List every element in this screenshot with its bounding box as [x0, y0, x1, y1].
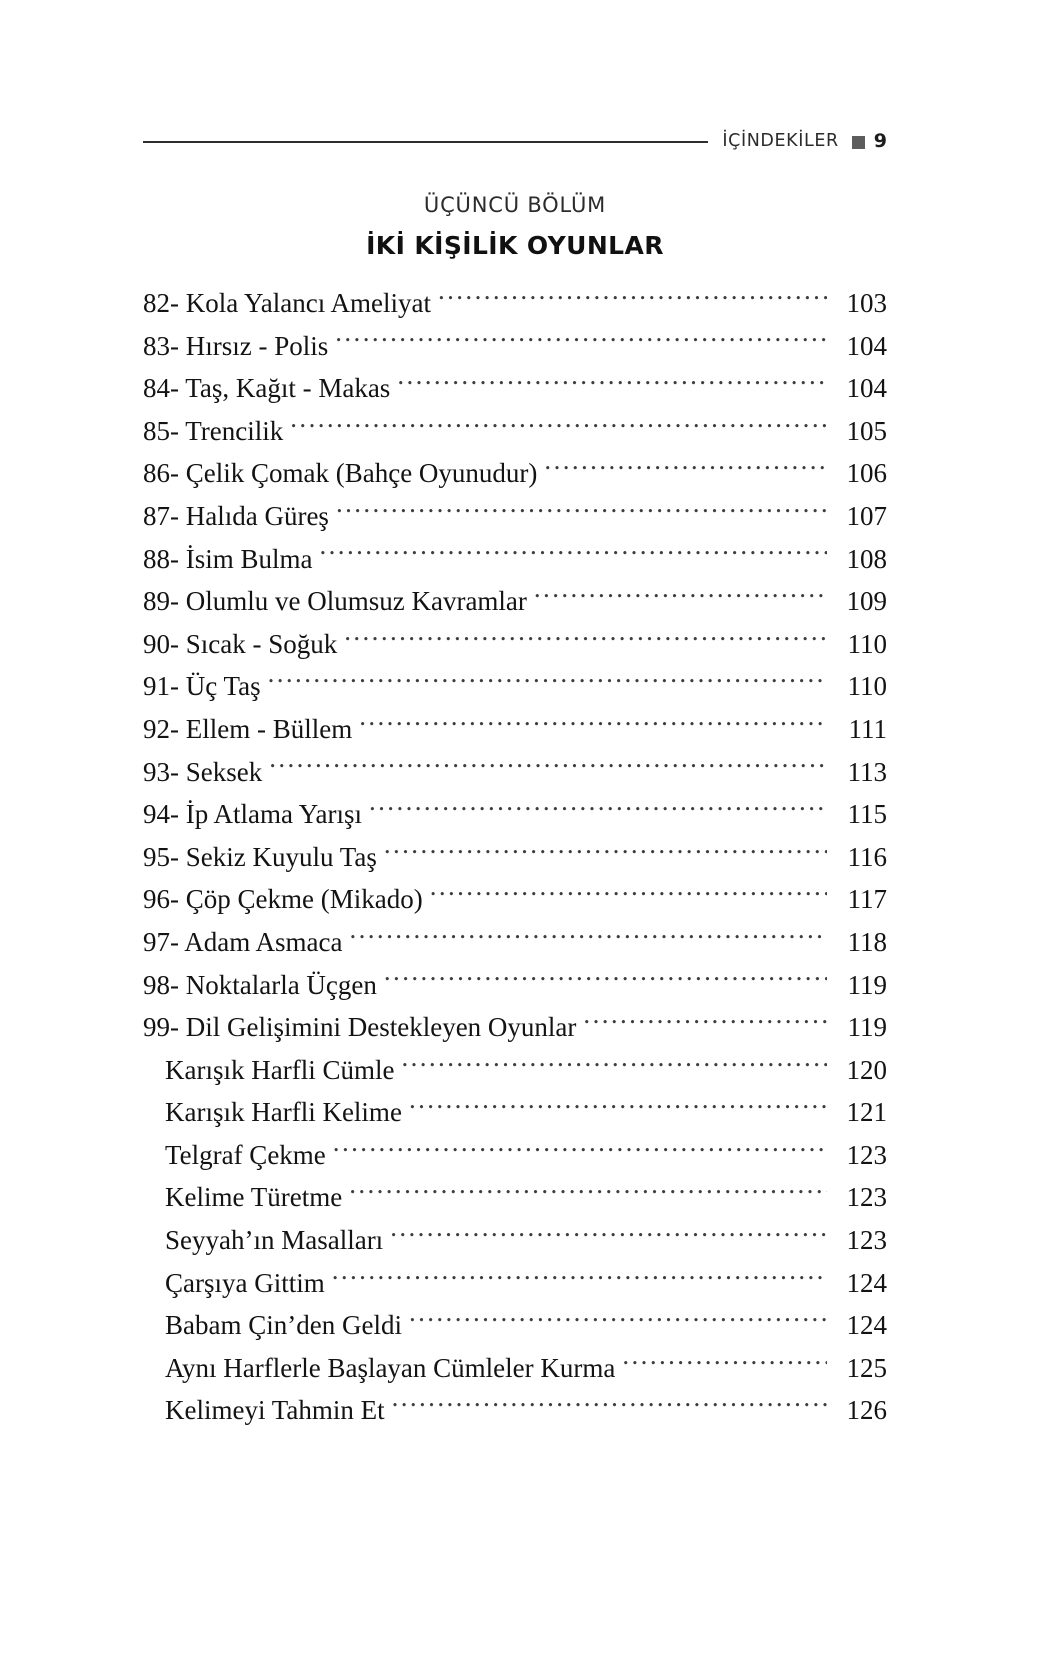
- toc-dot-leader: [401, 1052, 827, 1079]
- toc-entry-page: 124: [846, 1267, 887, 1298]
- toc-entry[interactable]: [143, 538, 887, 581]
- toc-entry[interactable]: [143, 1006, 887, 1049]
- toc-entry-label: Karışık Harfli Kelime: [165, 1097, 402, 1128]
- toc-entry[interactable]: [143, 1219, 887, 1262]
- toc-entry-label: 87- Halıda Güreş: [143, 500, 329, 531]
- toc-entry-label: Kelimeyi Tahmin Et: [165, 1395, 385, 1426]
- toc-entry-page: 124: [846, 1310, 887, 1341]
- toc-dot-leader: [583, 1009, 827, 1036]
- page-number: 9: [873, 130, 887, 152]
- toc-entry-page: 104: [846, 373, 887, 404]
- toc-dot-leader: [332, 1265, 827, 1292]
- toc-entry-label: 96- Çöp Çekme (Mikado): [143, 884, 423, 915]
- toc-dot-leader: [534, 583, 827, 610]
- toc-entry-label: Babam Çin’den Geldi: [165, 1310, 402, 1341]
- toc-entry[interactable]: [143, 1049, 887, 1092]
- toc-dot-leader: [438, 285, 827, 312]
- toc-entry-page: 103: [846, 288, 887, 318]
- toc-entry[interactable]: [143, 708, 887, 751]
- toc-entry-page: 125: [846, 1352, 887, 1383]
- toc-entry-page: 108: [846, 543, 887, 574]
- toc-dot-leader: [409, 1307, 827, 1334]
- toc-entry-page: 120: [846, 1054, 887, 1085]
- chapter-title: İKİ KİŞİLİK OYUNLAR: [366, 231, 664, 261]
- toc-entry-label: 90- Sıcak - Soğuk: [143, 628, 338, 659]
- toc-dot-leader: [392, 1392, 827, 1419]
- toc-entry-label: Seyyah’ın Masalları: [165, 1225, 384, 1256]
- toc-entry-page: 111: [848, 713, 887, 744]
- toc-entry[interactable]: [143, 1262, 887, 1305]
- toc-dot-leader: [269, 754, 827, 781]
- toc-entry-page: 123: [846, 1225, 887, 1256]
- toc-dot-leader: [290, 413, 827, 440]
- toc-entry-page: 110: [847, 671, 887, 702]
- toc-dot-leader: [369, 796, 827, 823]
- toc-entry-label: 89- Olumlu ve Olumsuz Kavramlar: [143, 586, 527, 617]
- toc-entry-label: 84- Taş, Kağıt - Makas: [143, 373, 391, 404]
- toc-dot-leader: [384, 839, 827, 866]
- toc-dot-leader: [430, 881, 827, 908]
- running-header: [143, 126, 887, 156]
- toc-entry-label: Telgraf Çekme: [165, 1139, 326, 1170]
- header-title: İÇİNDEKİLER: [722, 131, 839, 151]
- toc-entry[interactable]: [143, 1389, 887, 1432]
- toc-entry[interactable]: [143, 282, 887, 325]
- toc-entry-page: 119: [847, 969, 887, 1000]
- toc-entry-label: 83- Hırsız - Polis: [143, 330, 329, 361]
- toc-entry-page: 118: [847, 926, 887, 957]
- toc-entry-label: 94- İp Atlama Yarışı: [143, 799, 362, 830]
- toc-entry[interactable]: [143, 410, 887, 453]
- toc-entry[interactable]: [143, 580, 887, 623]
- toc-entry-page: 109: [846, 586, 887, 617]
- toc-entry-page: 110: [847, 628, 887, 659]
- toc-entry-page: 106: [846, 458, 887, 489]
- chapter-kicker: ÜÇÜNCÜ BÖLÜM: [423, 193, 607, 217]
- toc-entry-page: 119: [847, 1012, 887, 1043]
- toc-entry[interactable]: [143, 1347, 887, 1390]
- toc-dot-leader: [359, 711, 827, 738]
- toc-entry-label: 99- Dil Gelişimini Destekleyen Oyunlar: [143, 1012, 577, 1043]
- toc-dot-leader: [268, 668, 827, 695]
- toc-dot-leader: [390, 1222, 827, 1249]
- toc-entry-label: 91- Üç Taş: [143, 671, 261, 702]
- toc-entry-page: 113: [847, 756, 887, 787]
- toc-dot-leader: [384, 967, 827, 994]
- toc-entry-label: 95- Sekiz Kuyulu Taş: [143, 841, 377, 872]
- toc-entry-page: 104: [846, 330, 887, 361]
- toc-entry-label: 88- İsim Bulma: [143, 543, 313, 574]
- toc-entry[interactable]: [143, 623, 887, 666]
- toc-entry-page: 121: [846, 1097, 887, 1128]
- toc-entry-label: 98- Noktalarla Üçgen: [143, 969, 377, 1000]
- toc-entry-page: 115: [847, 799, 887, 830]
- toc-entry[interactable]: [143, 1176, 887, 1219]
- toc-dot-leader: [409, 1094, 827, 1121]
- toc-entry[interactable]: [143, 495, 887, 538]
- toc-entry[interactable]: [143, 1091, 887, 1134]
- toc-dot-leader: [622, 1350, 827, 1377]
- toc-dot-leader: [333, 1137, 827, 1164]
- toc-entry-page: 123: [846, 1182, 887, 1213]
- toc-entry[interactable]: [143, 1304, 887, 1347]
- toc-entry[interactable]: [143, 964, 887, 1007]
- toc-entry-label: Karışık Harfli Cümle: [165, 1054, 395, 1085]
- toc-dot-leader: [320, 541, 828, 568]
- toc-entry[interactable]: [143, 1134, 887, 1177]
- toc-entry-label: 82- Kola Yalancı Ameliyat: [143, 288, 431, 318]
- toc-entry-label: 86- Çelik Çomak (Bahçe Oyunudur): [143, 458, 538, 489]
- toc-dot-leader: [344, 626, 827, 653]
- toc-dot-leader: [349, 924, 827, 951]
- toc-entry[interactable]: [143, 921, 887, 964]
- toc-entry-label: Aynı Harflerle Başlayan Cümleler Kurma: [165, 1352, 616, 1383]
- toc-entry[interactable]: [143, 878, 887, 921]
- toc-dot-leader: [397, 370, 827, 397]
- toc-entry-label: 85- Trencilik: [143, 415, 284, 446]
- toc-entry[interactable]: [143, 665, 887, 708]
- toc-entry-label: Çarşıya Gittim: [165, 1267, 325, 1298]
- toc-dot-leader: [349, 1179, 827, 1206]
- toc-entry-label: 97- Adam Asmaca: [143, 926, 343, 957]
- toc-dot-leader: [335, 328, 827, 355]
- toc-entry[interactable]: [143, 367, 887, 410]
- toc-entry-page: 105: [846, 415, 887, 446]
- toc-dot-leader: [544, 455, 827, 482]
- toc-list: [143, 282, 887, 1432]
- toc-entry[interactable]: [143, 793, 887, 836]
- toc-entry[interactable]: [143, 836, 887, 879]
- toc-entry-label: Kelime Türetme: [165, 1182, 343, 1213]
- toc-dot-leader: [336, 498, 827, 525]
- toc-entry-page: 123: [846, 1139, 887, 1170]
- toc-entry-page: 116: [847, 841, 887, 872]
- chapter-heading-block: [143, 192, 887, 261]
- toc-entry[interactable]: [143, 751, 887, 794]
- toc-entry[interactable]: [143, 452, 887, 495]
- toc-entry-label: 93- Seksek: [143, 756, 263, 787]
- square-marker-icon: [852, 136, 865, 149]
- header-rule: [143, 141, 708, 143]
- toc-entry-label: 92- Ellem - Büllem: [143, 713, 353, 744]
- toc-entry-page: 126: [846, 1395, 887, 1426]
- toc-entry[interactable]: [143, 325, 887, 368]
- toc-entry-page: 117: [847, 884, 887, 915]
- toc-entry-page: 107: [846, 500, 887, 531]
